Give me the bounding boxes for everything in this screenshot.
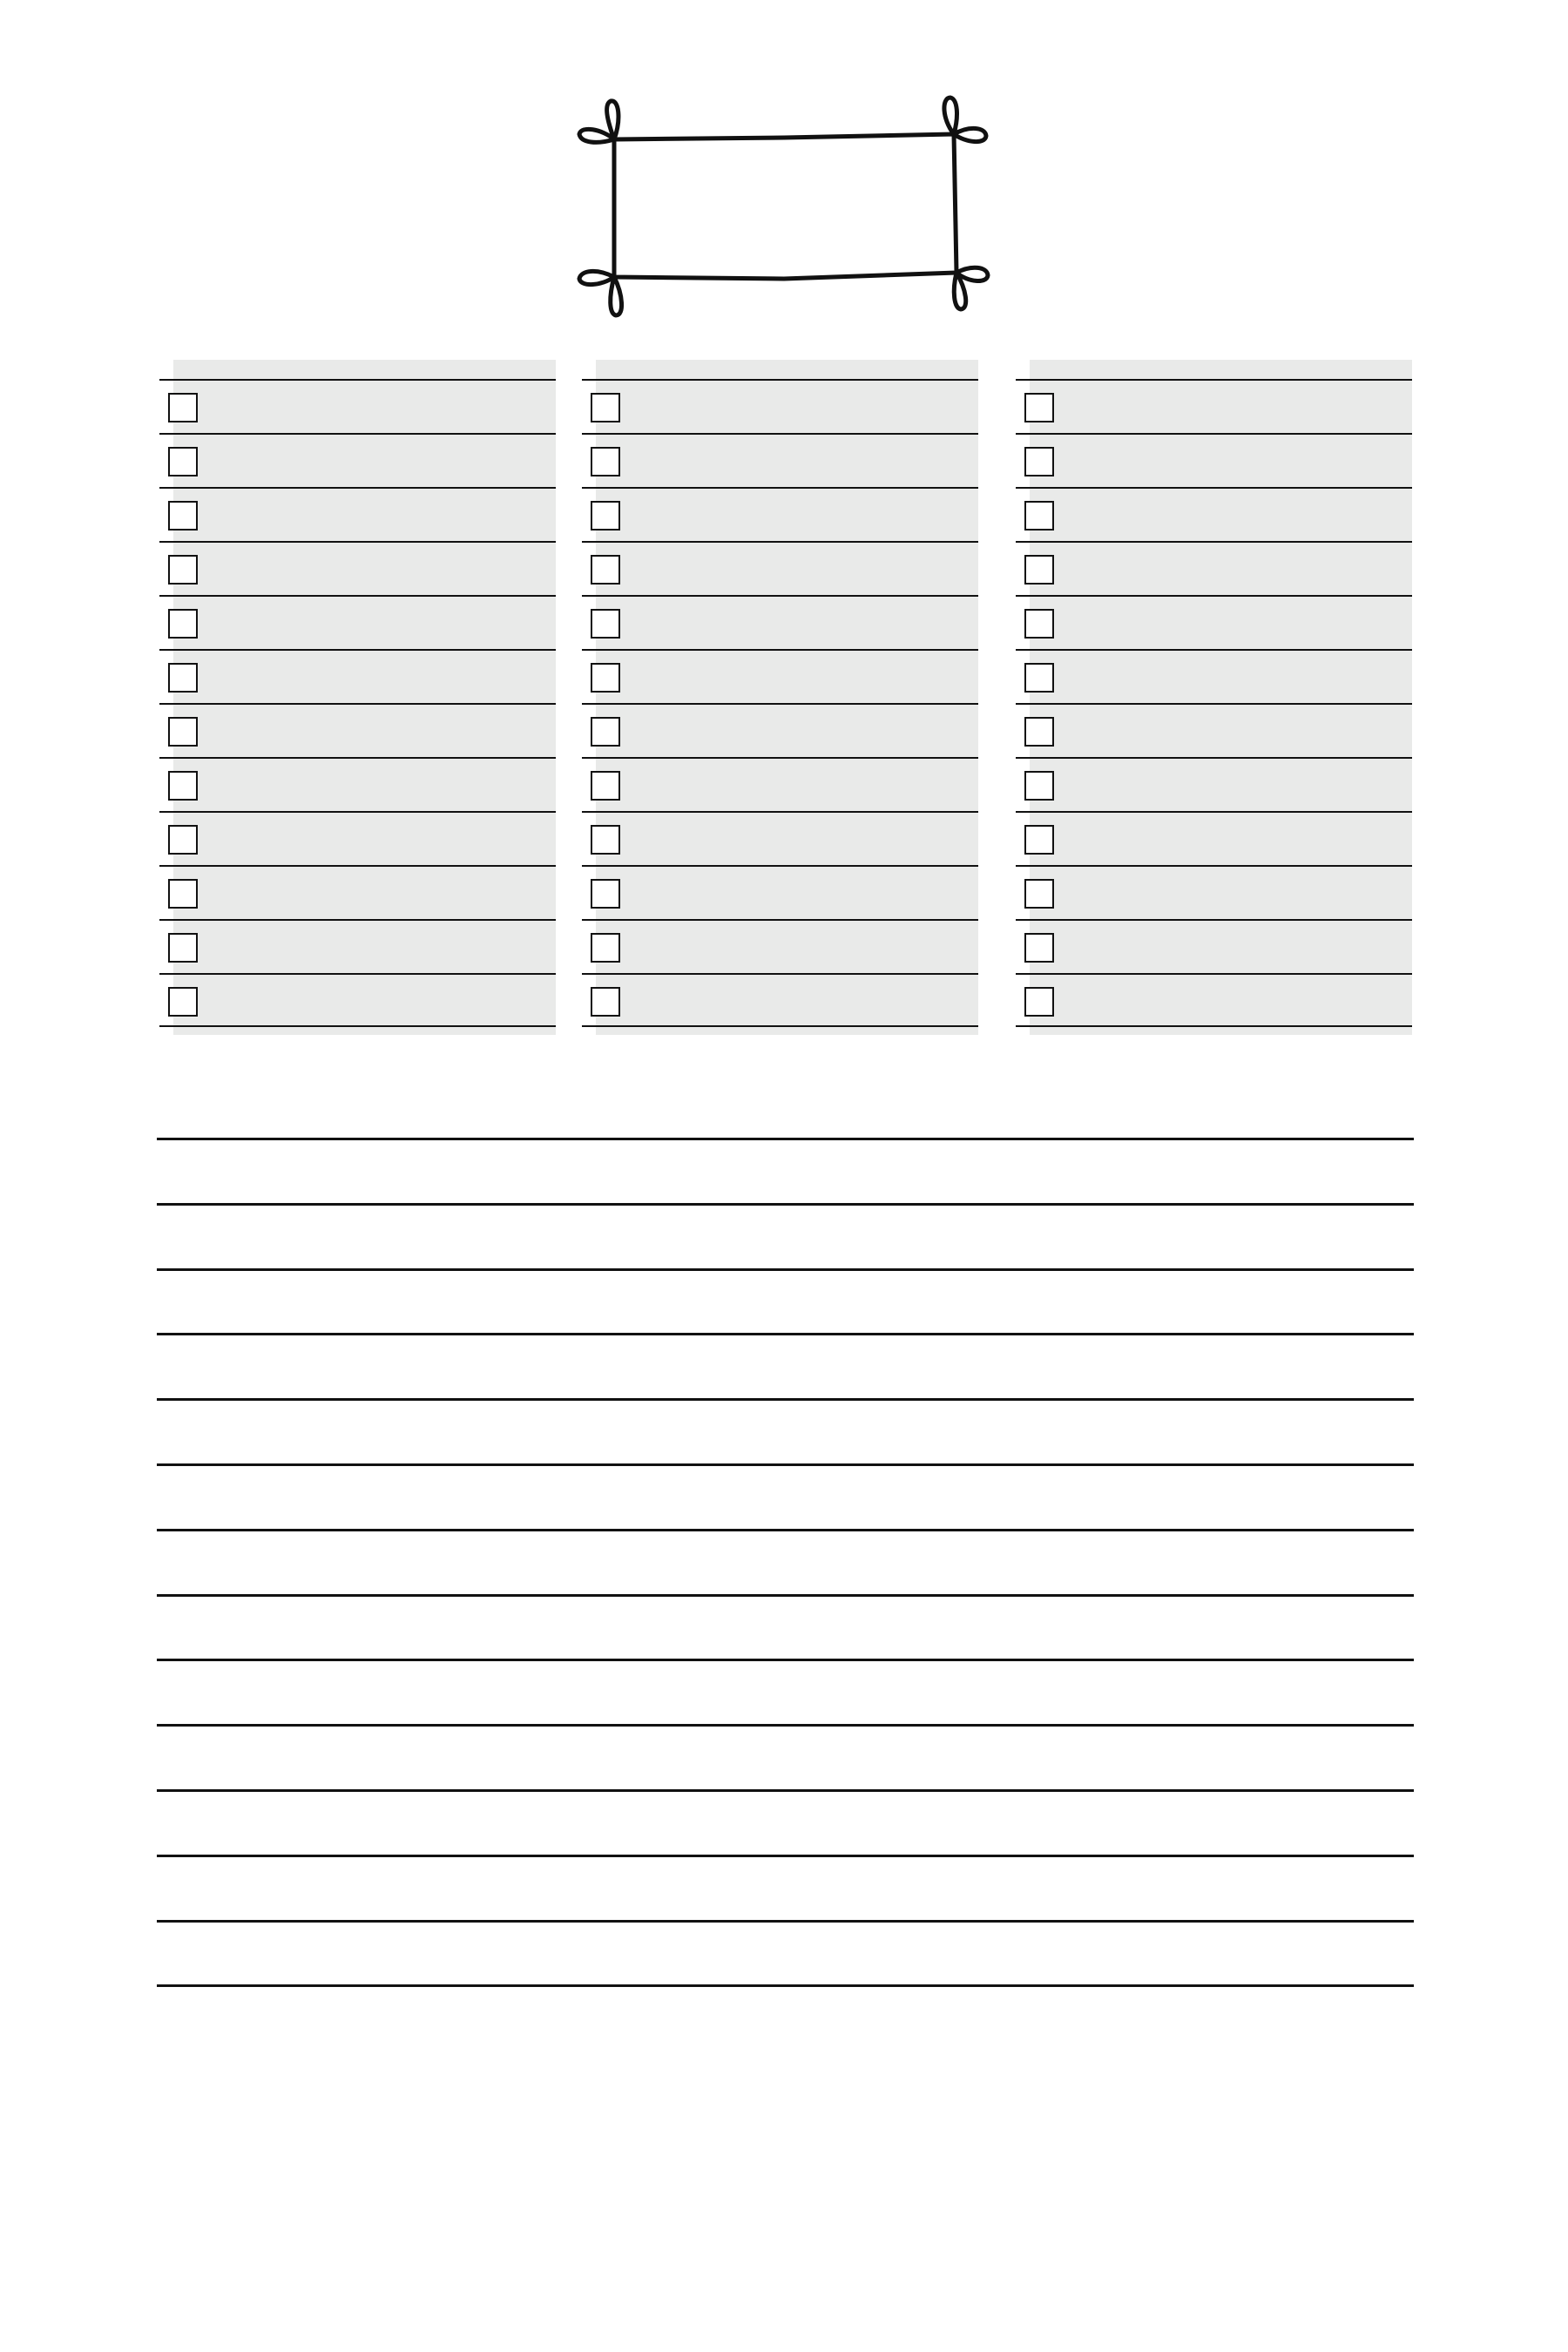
note-line[interactable] bbox=[157, 1594, 1414, 1597]
checklist-item[interactable] bbox=[582, 595, 978, 649]
checklist-item[interactable] bbox=[1016, 919, 1412, 973]
checklist-item[interactable] bbox=[1016, 703, 1412, 757]
checklist-item[interactable] bbox=[582, 919, 978, 973]
empty-checkbox-icon[interactable] bbox=[168, 879, 198, 909]
checklist-item[interactable] bbox=[1016, 433, 1412, 487]
empty-checkbox-icon[interactable] bbox=[1024, 825, 1054, 855]
checklist-item[interactable] bbox=[1016, 541, 1412, 595]
checklist-item[interactable] bbox=[1016, 757, 1412, 811]
empty-checkbox-icon[interactable] bbox=[591, 555, 620, 585]
note-line[interactable] bbox=[157, 1333, 1414, 1335]
note-line[interactable] bbox=[157, 1463, 1414, 1466]
empty-checkbox-icon[interactable] bbox=[168, 717, 198, 747]
empty-checkbox-icon[interactable] bbox=[1024, 771, 1054, 801]
empty-checkbox-icon[interactable] bbox=[1024, 609, 1054, 639]
empty-checkbox-icon[interactable] bbox=[591, 771, 620, 801]
empty-checkbox-icon[interactable] bbox=[591, 501, 620, 531]
note-line[interactable] bbox=[157, 1203, 1414, 1206]
checklist-item[interactable] bbox=[159, 757, 556, 811]
checklist-item[interactable] bbox=[159, 865, 556, 919]
empty-checkbox-icon[interactable] bbox=[1024, 555, 1054, 585]
empty-checkbox-icon[interactable] bbox=[591, 663, 620, 693]
empty-checkbox-icon[interactable] bbox=[1024, 393, 1054, 422]
checklist-item[interactable] bbox=[159, 433, 556, 487]
checklist-item[interactable] bbox=[582, 433, 978, 487]
checklist-item[interactable] bbox=[582, 649, 978, 703]
checklist-item[interactable] bbox=[582, 703, 978, 757]
checklist-column-2 bbox=[582, 360, 978, 1035]
note-line[interactable] bbox=[157, 1724, 1414, 1727]
checklist-item[interactable] bbox=[582, 811, 978, 865]
checklist-item[interactable] bbox=[159, 487, 556, 541]
checklist-item[interactable] bbox=[582, 487, 978, 541]
empty-checkbox-icon[interactable] bbox=[591, 393, 620, 422]
note-line[interactable] bbox=[157, 1138, 1414, 1140]
checklist-item[interactable] bbox=[159, 541, 556, 595]
empty-checkbox-icon[interactable] bbox=[1024, 447, 1054, 476]
note-line[interactable] bbox=[157, 1398, 1414, 1401]
checklist-item[interactable] bbox=[159, 973, 556, 1027]
checklist-item[interactable] bbox=[1016, 973, 1412, 1027]
checklist-item[interactable] bbox=[1016, 649, 1412, 703]
note-line[interactable] bbox=[157, 1659, 1414, 1661]
empty-checkbox-icon[interactable] bbox=[1024, 501, 1054, 531]
empty-checkbox-icon[interactable] bbox=[168, 609, 198, 639]
empty-checkbox-icon[interactable] bbox=[591, 609, 620, 639]
empty-checkbox-icon[interactable] bbox=[168, 933, 198, 963]
note-line[interactable] bbox=[157, 1789, 1414, 1792]
empty-checkbox-icon[interactable] bbox=[168, 771, 198, 801]
empty-checkbox-icon[interactable] bbox=[168, 663, 198, 693]
checklist-item[interactable] bbox=[1016, 865, 1412, 919]
checklist-item[interactable] bbox=[1016, 811, 1412, 865]
empty-checkbox-icon[interactable] bbox=[168, 393, 198, 422]
empty-checkbox-icon[interactable] bbox=[168, 987, 198, 1017]
note-line[interactable] bbox=[157, 1920, 1414, 1923]
checklist-item[interactable] bbox=[582, 379, 978, 433]
checklist-item[interactable] bbox=[1016, 595, 1412, 649]
empty-checkbox-icon[interactable] bbox=[168, 825, 198, 855]
empty-checkbox-icon[interactable] bbox=[1024, 879, 1054, 909]
checklist-item[interactable] bbox=[582, 541, 978, 595]
empty-checkbox-icon[interactable] bbox=[591, 717, 620, 747]
empty-checkbox-icon[interactable] bbox=[168, 555, 198, 585]
checklist-item[interactable] bbox=[159, 919, 556, 973]
note-line[interactable] bbox=[157, 1855, 1414, 1857]
note-line[interactable] bbox=[157, 1268, 1414, 1271]
empty-checkbox-icon[interactable] bbox=[168, 501, 198, 531]
empty-checkbox-icon[interactable] bbox=[1024, 933, 1054, 963]
empty-checkbox-icon[interactable] bbox=[591, 825, 620, 855]
checklist-item[interactable] bbox=[159, 649, 556, 703]
checklist-item[interactable] bbox=[582, 973, 978, 1027]
checklist-item[interactable] bbox=[159, 595, 556, 649]
checklist-item[interactable] bbox=[582, 865, 978, 919]
checklist-column-3 bbox=[1016, 360, 1412, 1035]
empty-checkbox-icon[interactable] bbox=[1024, 717, 1054, 747]
empty-checkbox-icon[interactable] bbox=[1024, 663, 1054, 693]
checklist-item[interactable] bbox=[159, 379, 556, 433]
empty-checkbox-icon[interactable] bbox=[1024, 987, 1054, 1017]
note-line[interactable] bbox=[157, 1529, 1414, 1531]
checklist-item[interactable] bbox=[159, 703, 556, 757]
empty-checkbox-icon[interactable] bbox=[591, 447, 620, 476]
empty-checkbox-icon[interactable] bbox=[591, 987, 620, 1017]
checklist-item[interactable] bbox=[159, 811, 556, 865]
checklist-item[interactable] bbox=[1016, 379, 1412, 433]
checklist-column-1 bbox=[159, 360, 556, 1035]
checklist-item[interactable] bbox=[582, 757, 978, 811]
notes-section bbox=[157, 1138, 1414, 1991]
note-line[interactable] bbox=[157, 1984, 1414, 1987]
empty-checkbox-icon[interactable] bbox=[591, 933, 620, 963]
empty-checkbox-icon[interactable] bbox=[591, 879, 620, 909]
checklist-item[interactable] bbox=[1016, 487, 1412, 541]
page-title[interactable] bbox=[614, 139, 954, 270]
empty-checkbox-icon[interactable] bbox=[168, 447, 198, 476]
